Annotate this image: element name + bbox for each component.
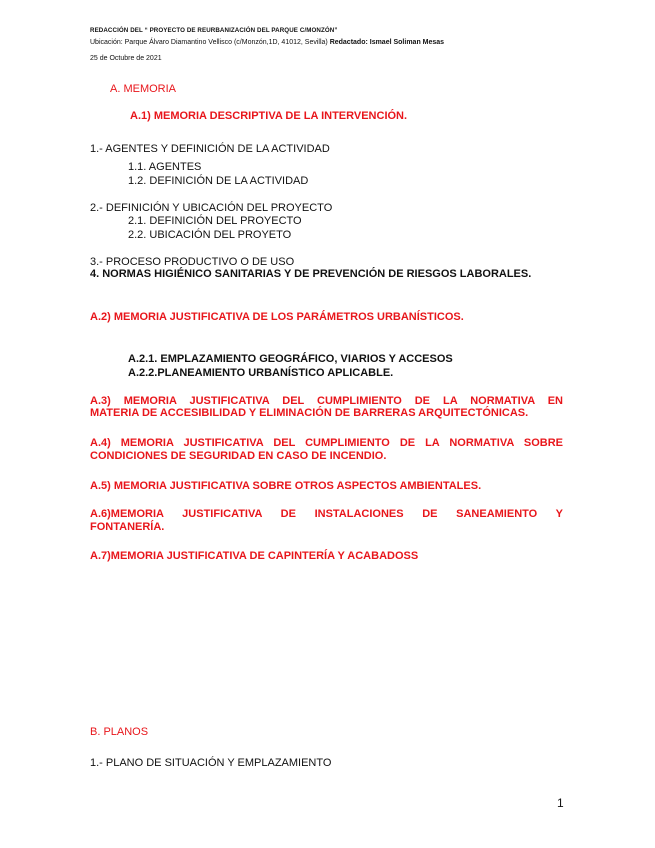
item-a2-1: A.2.1. EMPLAZAMIENTO GEOGRÁFICO, VIARIOS Y ACCESOS xyxy=(128,353,453,365)
item-1-2: 1.2. DEFINICIÓN DE LA ACTIVIDAD xyxy=(128,175,309,187)
header-location-line xyxy=(90,39,444,46)
heading-a7: A.7)MEMORIA JUSTIFICATIVA DE CAPINTERÍA Y ACABADOSS xyxy=(90,550,419,562)
item-2-2: 2.2. UBICACIÓN DEL PROYETO xyxy=(128,229,292,241)
item-a2-2: A.2.2.PLANEAMIENTO URBANÍSTICO APLICABLE. xyxy=(128,367,394,379)
heading-a2: A.2) MEMORIA JUSTIFICATIVA DE LOS PARÁMETROS URBANÍSTICOS. xyxy=(90,311,464,323)
heading-a1: A.1) MEMORIA DESCRIPTIVA DE LA INTERVENCIÓN. xyxy=(130,110,408,122)
page-number: 1 xyxy=(557,796,564,810)
item-1: 1.- AGENTES Y DEFINICIÓN DE LA ACTIVIDAD xyxy=(90,143,330,155)
heading-a6-line2: FONTANERÍA. xyxy=(90,521,165,533)
header-title: REDACCIÓN DEL “ PROYECTO DE REURBANIZACIÓN DEL PARQUE C/MONZÓN” xyxy=(90,27,338,34)
heading-a3-line1: A.3) MEMORIA JUSTIFICATIVA DEL CUMPLIMIENTO DE LA NORMATIVA EN xyxy=(90,395,563,407)
heading-a5: A.5) MEMORIA JUSTIFICATIVA SOBRE OTROS ASPECTOS AMBIENTALES. xyxy=(90,480,482,492)
heading-a4-line1: A.4) MEMORIA JUSTIFICATIVA DEL CUMPLIMIENTO DE LA NORMATIVA SOBRE xyxy=(90,437,563,449)
heading-a4-line2: CONDICIONES DE SEGURIDAD EN CASO DE INCENDIO. xyxy=(90,450,387,462)
header-location: Ubicación: Parque Álvaro Diamantino Vellisco (c/Monzón,1D, 41012, Sevilla) xyxy=(90,39,328,46)
item-4: 4. NORMAS HIGIÉNICO SANITARIAS Y DE PREVENCIÓN DE RIESGOS LABORALES. xyxy=(90,268,532,280)
item-2: 2.- DEFINICIÓN Y UBICACIÓN DEL PROYECTO xyxy=(90,202,333,214)
item-3: 3.- PROCESO PRODUCTIVO O DE USO xyxy=(90,256,295,268)
heading-a3-line2: MATERIA DE ACCESIBILIDAD Y ELIMINACIÓN DE BARRERAS ARQUITECTÓNICAS. xyxy=(90,407,529,419)
section-b-title: B. PLANOS xyxy=(90,726,149,738)
section-a-title: A. MEMORIA xyxy=(110,83,177,95)
item-2-1: 2.1. DEFINICIÓN DEL PROYECTO xyxy=(128,215,302,227)
header-author: Redactado: Ismael Soliman Mesas xyxy=(329,39,445,46)
section-b-item-1: 1.- PLANO DE SITUACIÓN Y EMPLAZAMIENTO xyxy=(90,757,332,769)
header-date: 25 de Octubre de 2021 xyxy=(90,55,162,62)
item-1-1: 1.1. AGENTES xyxy=(128,161,202,173)
heading-a6-line1: A.6)MEMORIA JUSTIFICATIVA DE INSTALACIONES DE SANEAMIENTO Y xyxy=(90,508,563,520)
